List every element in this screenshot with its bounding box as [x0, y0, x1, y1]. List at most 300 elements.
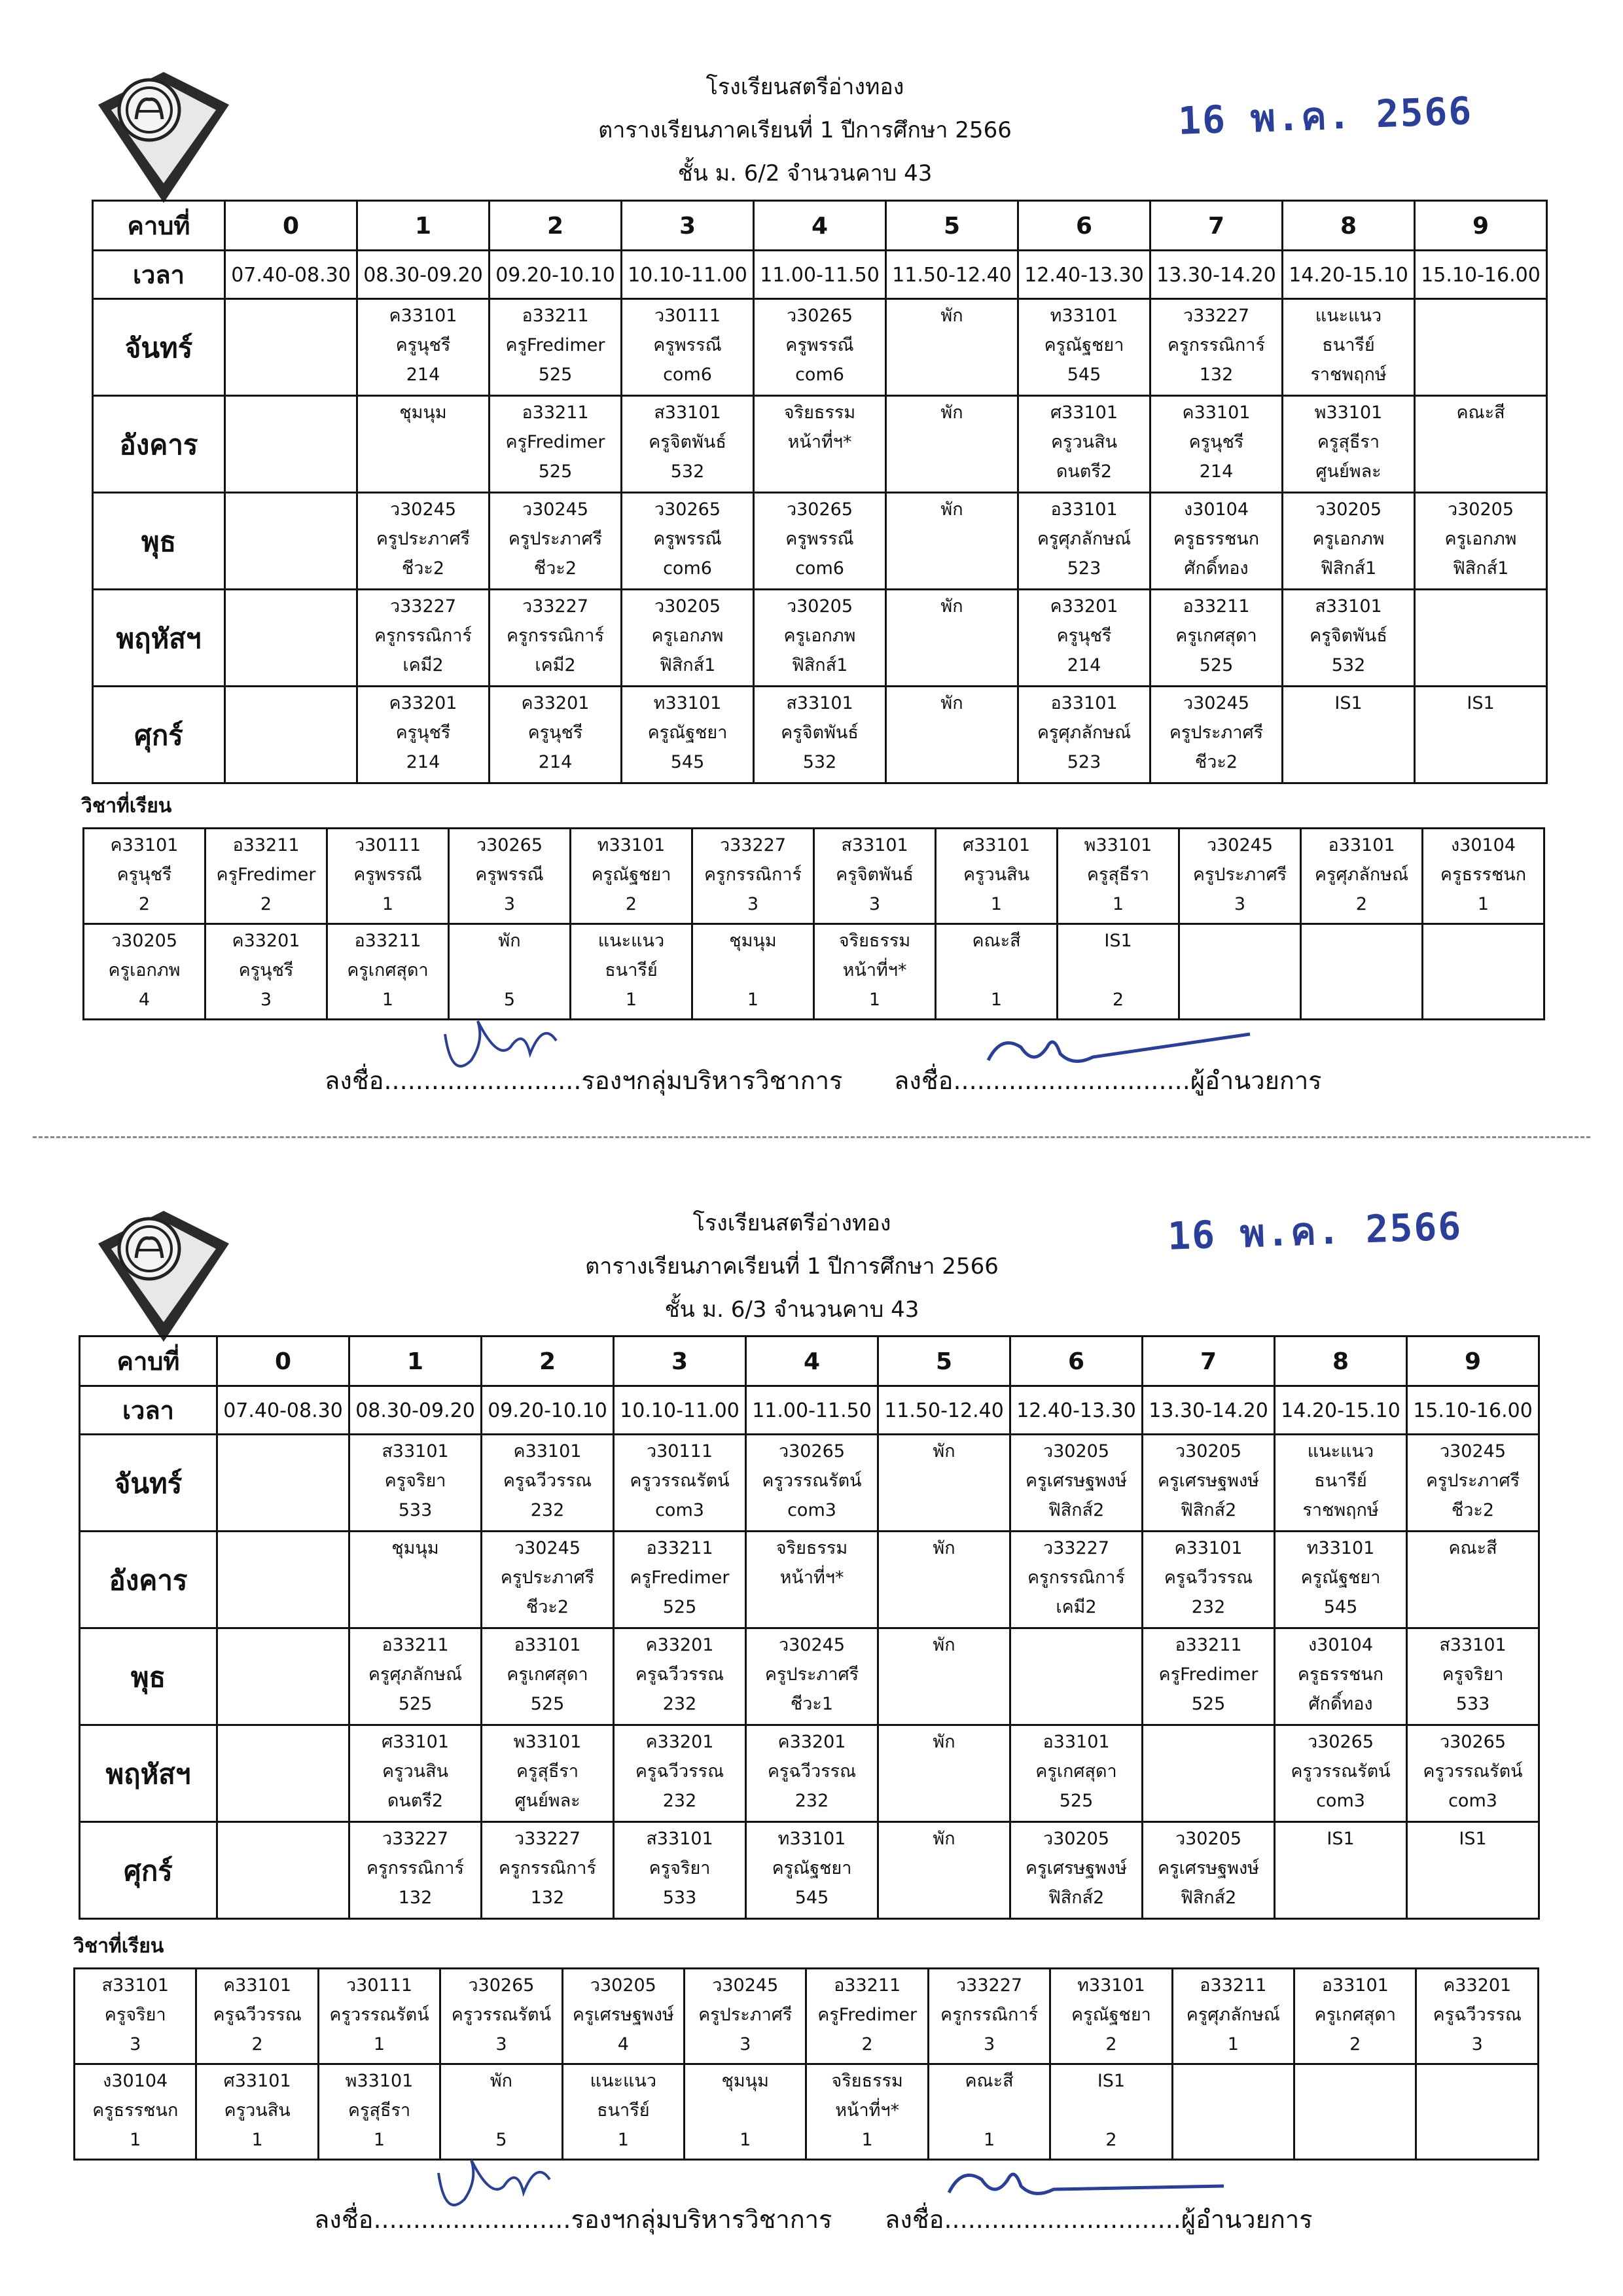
class-slot	[1407, 1725, 1539, 1822]
slot-text: ค33101	[1174, 1538, 1243, 1558]
summary-text: 2	[1105, 2130, 1117, 2150]
slot-text: ครูนุชรี	[395, 335, 451, 355]
slot-text: ว30111	[654, 306, 721, 326]
period-number: 8	[1283, 201, 1415, 251]
class-slot	[1407, 1435, 1539, 1532]
period-number: 4	[754, 201, 886, 251]
time-slot: 11.50-12.40	[878, 1386, 1010, 1435]
subject-summary-cell	[1172, 2064, 1294, 2160]
summary-text: 1	[990, 894, 1003, 914]
slot-text: ศ33101	[381, 1732, 450, 1752]
summary-text: 2	[1112, 990, 1124, 1010]
class-slot	[1018, 590, 1150, 687]
slot-text: ว30245	[389, 499, 457, 520]
time-label: เวลา	[80, 1386, 217, 1435]
summary-text: จริยธรรม	[831, 2071, 903, 2091]
subject-summary-cell	[1423, 829, 1544, 924]
class-slot	[1143, 1628, 1275, 1725]
slot-text: ครูเศรษฐพงษ์	[1026, 1858, 1127, 1878]
subject-summary-cell	[1179, 924, 1301, 1020]
slot-text: ครูประภาศรี	[1169, 723, 1264, 743]
class-slot	[1018, 493, 1150, 590]
summary-row	[84, 924, 1544, 1020]
timetable	[92, 200, 1548, 784]
slot-text: ค33201	[645, 1635, 714, 1655]
slot-text: ส33101	[382, 1441, 449, 1462]
period-number: 9	[1407, 1336, 1539, 1386]
slot-text: 532	[670, 461, 705, 482]
class-slot	[886, 396, 1018, 493]
day-row	[93, 299, 1547, 396]
class-slot	[482, 1532, 614, 1628]
class-slot	[746, 1725, 878, 1822]
class-slot	[1407, 1628, 1539, 1725]
slot-text: IS1	[1334, 693, 1363, 713]
subject-summary-cell	[685, 1969, 806, 2064]
slot-text: อ33211	[522, 306, 589, 326]
signature-vice-director	[432, 982, 576, 1086]
summary-text: อ33101	[1328, 835, 1395, 855]
subject-summary-cell	[685, 2064, 806, 2160]
subject-summary-table	[82, 827, 1545, 1020]
slot-text: 232	[662, 1694, 697, 1714]
class-slot	[225, 590, 357, 687]
class-slot	[1415, 493, 1547, 590]
period-number: 6	[1010, 1336, 1143, 1386]
slot-text: ครูนุชรี	[1188, 432, 1244, 452]
subject-summary-cell	[571, 924, 692, 1020]
slot-text: ดนตรี2	[1056, 461, 1113, 482]
slot-text: 523	[1067, 752, 1101, 772]
slot-text: ครูกรรณิการ์	[374, 626, 472, 646]
class-slot	[1283, 590, 1415, 687]
summary-text: แนะแนว	[590, 2071, 657, 2091]
class-slot	[1143, 1435, 1275, 1532]
slot-text: ฟิสิกส์2	[1048, 1500, 1105, 1520]
subject-summary-cell	[1172, 1969, 1294, 2064]
summary-text: ครูจิตพันธ์	[836, 865, 914, 885]
period-number: 5	[878, 1336, 1010, 1386]
summary-text: คณะสี	[972, 931, 1021, 951]
period-label: คาบที่	[80, 1336, 217, 1386]
summary-text: 3	[503, 894, 516, 914]
slot-text: ว30265	[654, 499, 721, 520]
day-row	[93, 493, 1547, 590]
period-number: 1	[349, 1336, 482, 1386]
period-number: 3	[622, 201, 754, 251]
summary-text: ว30265	[476, 835, 543, 855]
time-slot: 09.20-10.10	[482, 1386, 614, 1435]
slot-text: เคมี2	[535, 655, 576, 675]
summary-text: ครูศุภลักษณ์	[1314, 865, 1409, 885]
summary-row	[75, 2064, 1539, 2160]
summary-text: อ33211	[232, 835, 300, 855]
summary-text: ว33227	[719, 835, 787, 855]
class-slot	[1283, 493, 1415, 590]
subject-summary-cell	[1301, 829, 1423, 924]
slot-text: ครูFredimer	[630, 1568, 730, 1588]
class-slot	[1150, 687, 1283, 783]
slot-text: ว33227	[514, 1829, 581, 1849]
summary-text: ว30265	[468, 1975, 535, 1996]
class-slot	[1275, 1435, 1407, 1532]
summary-text: ครูเอกภพ	[108, 960, 181, 980]
slot-text: ครูเศรษฐพงษ์	[1026, 1471, 1127, 1491]
day-name: อังคาร	[80, 1532, 217, 1628]
slot-text: ครูณัฐชยา	[647, 723, 728, 743]
class-slot	[1415, 299, 1547, 396]
class-slot	[622, 396, 754, 493]
summary-text: 1	[740, 2130, 751, 2150]
slot-text: พัก	[940, 596, 963, 617]
slot-text: พัก	[933, 1441, 955, 1462]
class-slot	[1283, 396, 1415, 493]
slot-text: ศูนย์พละ	[1315, 461, 1382, 482]
class-slot	[490, 396, 622, 493]
class-slot	[217, 1725, 349, 1822]
period-number: 7	[1150, 201, 1283, 251]
slot-text: ครูเศรษฐพงษ์	[1158, 1858, 1259, 1878]
summary-text: 2	[251, 2034, 263, 2054]
slot-text: ครูฉวีวรรณ	[767, 1761, 857, 1782]
subject-summary-cell	[1058, 924, 1179, 1020]
slot-text: ครูธรรชนก	[1297, 1664, 1384, 1685]
time-slot: 08.30-09.20	[349, 1386, 482, 1435]
subject-summary-cell	[692, 829, 814, 924]
summary-text: ค33101	[110, 835, 179, 855]
summary-text: อ33101	[1321, 1975, 1389, 1996]
class-slot	[1150, 396, 1283, 493]
summary-text: ค33201	[232, 931, 300, 951]
subject-summary-cell	[928, 2064, 1050, 2160]
summary-text: 2	[1355, 894, 1368, 914]
slot-text: ครูประภาศรี	[376, 529, 471, 549]
subject-summary-cell	[928, 1969, 1050, 2064]
slot-text: 533	[662, 1888, 697, 1908]
schedule-header	[510, 1202, 1073, 1331]
slot-text: 532	[1331, 655, 1366, 675]
slot-text: ว30205	[1175, 1829, 1242, 1849]
period-number: 0	[225, 201, 357, 251]
period-number: 1	[357, 201, 490, 251]
class-slot	[1283, 299, 1415, 396]
slot-text: 214	[1199, 461, 1234, 482]
day-name: ศุกร์	[93, 687, 225, 783]
slot-text: ฟิสิกส์1	[659, 655, 716, 675]
class-slot	[754, 396, 886, 493]
slot-text: ครูฉวีวรรณ	[635, 1761, 724, 1782]
summary-text: ศ33101	[962, 835, 1031, 855]
subject-summary-cell	[1294, 2064, 1416, 2160]
slot-text: พัก	[933, 1538, 955, 1558]
summary-text: ครูพรรณี	[353, 865, 422, 885]
time-slot: 12.40-13.30	[1018, 251, 1150, 299]
summary-text: อ33211	[1200, 1975, 1267, 1996]
slot-text: ครูจิตพันธ์	[649, 432, 726, 452]
slot-text: 232	[1191, 1597, 1226, 1617]
subject-summary-cell	[1050, 1969, 1172, 2064]
class-slot	[878, 1822, 1010, 1919]
summary-text: ครูกรรณิการ์	[940, 2005, 1039, 2025]
summary-text: ธนารีย์	[597, 2100, 650, 2121]
summary-text	[1052, 2096, 1169, 2125]
slot-text: 533	[1455, 1694, 1490, 1714]
slot-text: ครูกรรณิการ์	[1027, 1568, 1125, 1588]
subject-summary-cell	[1416, 1969, 1539, 2064]
class-slot	[349, 1725, 482, 1822]
summary-text: ครูกรรณิการ์	[704, 865, 802, 885]
slot-text: ครูฉวีวรรณ	[635, 1664, 724, 1685]
slot-text: ครูนุชรี	[527, 723, 583, 743]
summary-text: ค33101	[223, 1975, 292, 1996]
time-label: เวลา	[93, 251, 225, 299]
slot-text: แนะแนว	[1315, 306, 1382, 326]
slot-text: ค33101	[513, 1441, 582, 1462]
slot-text: ครูจริยา	[1442, 1664, 1504, 1685]
slot-text: ว30205	[1175, 1441, 1242, 1462]
summary-text: ครูพรรณี	[475, 865, 544, 885]
slot-text: ครูฉวีวรรณ	[1164, 1568, 1253, 1588]
class-slot	[1275, 1628, 1407, 1725]
period-row	[93, 201, 1547, 251]
day-row	[93, 396, 1547, 493]
summary-text: ครูประภาศรี	[1192, 865, 1287, 885]
class-info: ชั้น ม. 6/3 จำนวนคาบ 43	[664, 1297, 919, 1323]
period-row	[80, 1336, 1539, 1386]
class-slot	[1415, 396, 1547, 493]
subject-summary-cell	[814, 924, 936, 1020]
class-slot	[225, 687, 357, 783]
slot-text: 214	[538, 752, 573, 772]
slot-text: ค33201	[645, 1732, 714, 1752]
slot-text: ครูเอกภพ	[651, 626, 724, 646]
summary-text: ครูวรรณรัตน์	[451, 2005, 552, 2025]
class-slot	[349, 1628, 482, 1725]
class-slot	[357, 396, 490, 493]
summary-text: ว30205	[590, 1975, 656, 1996]
subject-summary-cell	[196, 2064, 318, 2160]
class-slot	[482, 1822, 614, 1919]
slot-text: 525	[1199, 655, 1234, 675]
slot-text: ว30245	[1183, 693, 1250, 713]
subject-summary-cell	[84, 829, 205, 924]
period-number: 5	[886, 201, 1018, 251]
slot-text: ครูเอกภพ	[783, 626, 856, 646]
class-slot	[614, 1822, 746, 1919]
subject-summary-cell	[571, 829, 692, 924]
slot-text: ว30245	[1439, 1441, 1507, 1462]
slot-text: ว30245	[514, 1538, 581, 1558]
summary-text: ครูธรรชนก	[1440, 865, 1527, 885]
slot-text: ค33101	[389, 306, 457, 326]
period-number: 6	[1018, 201, 1150, 251]
summary-text: 3	[1471, 2034, 1483, 2054]
slot-text: ค33101	[1182, 403, 1251, 423]
class-slot	[754, 687, 886, 783]
slot-text: ว30265	[786, 499, 853, 520]
slot-text: ชีวะ2	[1194, 752, 1238, 772]
slot-text: ครูฉวีวรรณ	[503, 1471, 592, 1491]
summary-text: 3	[495, 2034, 507, 2054]
school-name: โรงเรียนสตรีอ่างทอง	[705, 74, 904, 100]
time-slot: 12.40-13.30	[1010, 1386, 1143, 1435]
slot-text: 132	[1199, 365, 1234, 385]
summary-text	[931, 2096, 1048, 2125]
slot-text: จริยธรรม	[783, 403, 856, 423]
slot-text: ครูFredimer	[505, 335, 605, 355]
summary-text: 3	[747, 894, 759, 914]
summary-text: IS1	[1104, 931, 1132, 951]
slot-text: ราชพฤกษ์	[1310, 365, 1387, 385]
time-slot: 11.50-12.40	[886, 251, 1018, 299]
summary-text: 1	[1227, 2034, 1239, 2054]
slot-text: ว30245	[522, 499, 589, 520]
class-slot	[614, 1532, 746, 1628]
class-slot	[886, 590, 1018, 687]
slot-text: ครูพรรณี	[785, 529, 854, 549]
time-slot: 08.30-09.20	[357, 251, 490, 299]
summary-text: หน้าที่ฯ*	[842, 960, 907, 980]
summary-text: ว33227	[956, 1975, 1023, 1996]
summary-text: ครูประภาศรี	[698, 2005, 793, 2025]
time-slot: 09.20-10.10	[490, 251, 622, 299]
slot-text: ค33201	[1050, 596, 1118, 617]
summary-text: ครูธรรชนก	[92, 2100, 179, 2121]
time-row	[80, 1386, 1539, 1435]
slot-text: ครูศุภลักษณ์	[1037, 529, 1132, 549]
day-name: ศุกร์	[80, 1822, 217, 1919]
slot-text: ว33227	[1043, 1538, 1110, 1558]
school-logo	[92, 59, 236, 209]
slot-text: ครูประภาศรี	[764, 1664, 859, 1685]
slot-text: ครูFredimer	[1158, 1664, 1258, 1685]
class-slot	[754, 493, 886, 590]
summary-row	[84, 829, 1544, 924]
slot-text: ครูจิตพันธ์	[1310, 626, 1387, 646]
summary-text: ครูนุชรี	[238, 960, 294, 980]
subject-summary-cell	[318, 1969, 440, 2064]
slot-text: 232	[794, 1791, 829, 1811]
subject-summary-cell	[75, 2064, 196, 2160]
summary-text: ครูวนสิน	[224, 2100, 291, 2121]
summary-text: ว30111	[354, 835, 421, 855]
summary-text: ว30205	[111, 931, 178, 951]
summary-text: ว30245	[1206, 835, 1274, 855]
slot-text: ว30205	[1315, 499, 1382, 520]
subject-summary-table	[73, 1967, 1539, 2161]
summary-text: 1	[625, 990, 637, 1010]
slot-text: ครูสุธีรา	[1317, 432, 1380, 452]
slot-text: 232	[662, 1791, 697, 1811]
subject-summary-cell	[1423, 924, 1544, 1020]
slot-text: พัก	[933, 1732, 955, 1752]
slot-text: ครูณัฐชยา	[772, 1858, 852, 1878]
summary-text: 2	[138, 894, 151, 914]
class-slot	[217, 1435, 349, 1532]
slot-text: ว33227	[382, 1829, 449, 1849]
slot-text: ครูจริยา	[384, 1471, 446, 1491]
time-slot: 15.10-16.00	[1415, 251, 1547, 299]
time-row	[93, 251, 1547, 299]
summary-text: 1	[617, 2130, 629, 2150]
class-slot	[482, 1628, 614, 1725]
cut-line	[33, 1136, 1590, 1138]
subject-summary-cell	[814, 829, 936, 924]
class-slot	[1415, 590, 1547, 687]
class-slot	[1010, 1725, 1143, 1822]
summary-text: 3	[868, 894, 881, 914]
time-slot: 14.20-15.10	[1283, 251, 1415, 299]
class-slot	[1018, 299, 1150, 396]
slot-text: ครูกรรณิการ์	[1168, 335, 1265, 355]
class-slot	[1407, 1822, 1539, 1919]
slot-text: 214	[406, 752, 440, 772]
slot-text: ครูเกศสุดา	[507, 1664, 588, 1685]
slot-text: ครูเกศสุดา	[1175, 626, 1257, 646]
slot-text: อ33101	[514, 1635, 581, 1655]
slot-text: ชุมนุม	[391, 1538, 439, 1558]
slot-text: ว30205	[654, 596, 721, 617]
slot-text: พัก	[933, 1635, 955, 1655]
slot-text: 132	[530, 1888, 565, 1908]
summary-text: 5	[495, 2130, 507, 2150]
class-slot	[878, 1628, 1010, 1725]
summary-text: ครูสุธีรา	[1086, 865, 1150, 885]
class-slot	[1143, 1822, 1275, 1919]
slot-text: com6	[663, 365, 712, 385]
slot-text: ชุมนุม	[399, 403, 447, 423]
time-slot: 11.00-11.50	[746, 1386, 878, 1435]
summary-text: ว30245	[712, 1975, 779, 1996]
summary-text: 1	[251, 2130, 263, 2150]
slot-text: อ33211	[1183, 596, 1250, 617]
slot-text: ว30205	[1447, 499, 1514, 520]
slot-text: ครูวนสิน	[1050, 432, 1118, 452]
subject-summary-cell	[449, 829, 571, 924]
subject-summary-cell	[84, 924, 205, 1020]
summary-text	[1060, 956, 1177, 985]
day-name: พฤหัสฯ	[93, 590, 225, 687]
summary-text: ท33101	[597, 835, 666, 855]
slot-text: 525	[662, 1597, 697, 1617]
summary-text: ส33101	[841, 835, 908, 855]
slot-text: ฟิสิกส์2	[1180, 1888, 1237, 1908]
summary-text: 2	[625, 894, 637, 914]
term-title: ตารางเรียนภาคเรียนที่ 1 ปีการศึกษา 2566	[585, 1253, 999, 1280]
summary-row	[75, 1969, 1539, 2064]
class-slot	[754, 299, 886, 396]
sign-vice-director: ลงชื่อ.........................รองฯกลุ่มบริหารวิชาการ	[325, 1066, 843, 1095]
period-number: 7	[1143, 1336, 1275, 1386]
class-slot	[1150, 590, 1283, 687]
summary-text: ครูFredimer	[216, 865, 316, 885]
slot-text: ว30265	[1439, 1732, 1507, 1752]
slot-text: ครูวรรณรัตน์	[1291, 1761, 1391, 1782]
slot-text: ครูประภาศรี	[1425, 1471, 1520, 1491]
time-slot: 07.40-08.30	[225, 251, 357, 299]
slot-text: ว30205	[786, 596, 853, 617]
summary-text	[687, 2096, 804, 2125]
class-slot	[622, 687, 754, 783]
summary-text: 3	[1234, 894, 1246, 914]
slot-text: หน้าที่ฯ*	[787, 432, 852, 452]
slot-text: com6	[663, 558, 712, 579]
subject-summary-cell	[562, 1969, 684, 2064]
slot-text: IS1	[1327, 1829, 1355, 1849]
summary-text: 1	[373, 2034, 385, 2054]
class-slot	[614, 1435, 746, 1532]
summary-text: 1	[861, 2130, 873, 2150]
